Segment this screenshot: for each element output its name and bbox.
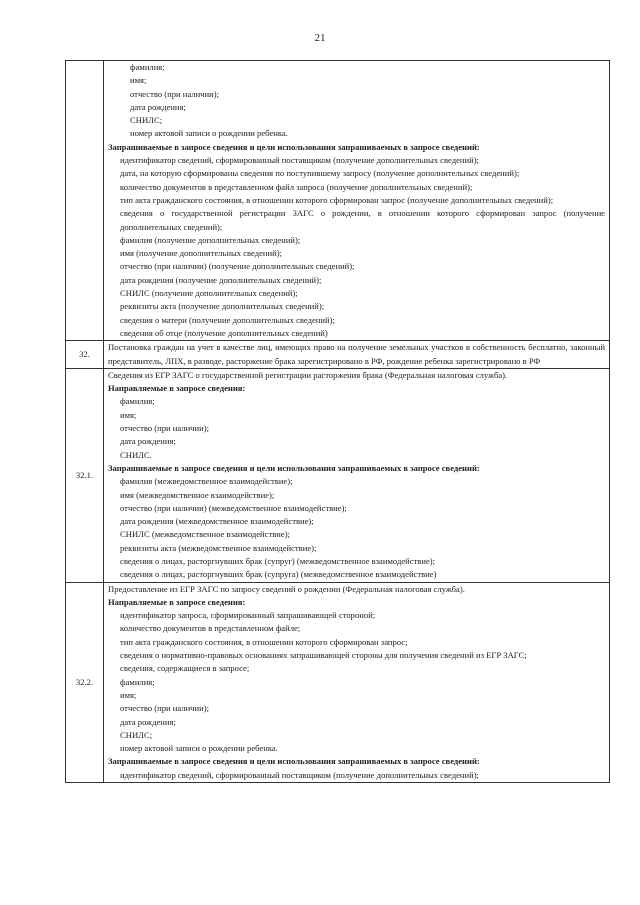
content-line: отчество (при наличии); [130, 88, 219, 99]
content-line: СНИЛС (межведомственное взаимодействие); [120, 529, 290, 540]
content-line: сведения о лицах, расторгнувших брак (супруга) (межведомственное взаимодействие) [120, 569, 437, 580]
content-line: фамилия; [120, 396, 155, 407]
content-line: имя (получение дополнительных сведений); [120, 248, 282, 259]
content-line: идентификатор сведений, сформированный поставщиком (получение дополнительных сведений); [120, 155, 479, 166]
content-line: дата рождения; [120, 436, 176, 447]
content-line: СНИЛС (получение дополнительных сведений); [120, 288, 298, 299]
item-content [104, 368, 610, 582]
content-line: дата рождения; [120, 716, 176, 727]
content-line: тип акта гражданского состояния, в отношении которого сформирован запрос; [120, 636, 408, 647]
table-row [66, 582, 610, 782]
content-line: сведения, содержащиеся в запросе; [120, 663, 250, 674]
content-line: Постановка граждан на учет в качестве лиц, имеющих право на получение земельных участков в собственность бесплатно, законный представитель, ЛПХ, в разводе, расторжение брака зарегистрировано в РФ, рождение ребенка зарегистрировано в РФ [108, 342, 605, 366]
content-line: номер актовой записи о рождении ребенка. [130, 128, 288, 139]
section-heading: Запрашиваемые в запросе сведения и цели использования запрашиваемых в запросе сведений: [108, 756, 480, 767]
content-line: отчество (при наличии) (межведомственное взаимодействие); [120, 502, 347, 513]
content-line: реквизиты акта (получение дополнительных сведений); [120, 301, 325, 312]
content-line: СНИЛС. [120, 449, 152, 460]
section-heading: Направляемые в запросе сведения: [108, 383, 246, 394]
content-line: отчество (при наличии); [120, 703, 209, 714]
table-row [66, 61, 610, 341]
content-line: сведения о лицах, расторгнувших брак (супруг) (межведомственное взаимодействие); [120, 555, 436, 566]
content-line: сведения об отце (получение дополнительных сведений) [120, 327, 328, 338]
item-content [104, 61, 610, 341]
requirements-table [65, 60, 610, 783]
content-line: имя; [120, 409, 137, 420]
content-line: количество документов в представленном файл запроса (получение дополнительных сведений); [120, 181, 473, 192]
table-row [66, 368, 610, 582]
item-number: 32.1. [66, 368, 104, 582]
content-line: сведения о нормативно-правовых основаниях запрашивающей стороны для получения сведений из ЕГР ЗАГС; [120, 650, 527, 661]
item-content [104, 341, 610, 369]
content-line: фамилия (получение дополнительных сведений); [120, 234, 301, 245]
content-line: номер актовой записи о рождении ребенка. [120, 743, 278, 754]
content-line: дата, на которую сформированы сведения по поступившему запросу (получение дополнительных сведений); [120, 168, 520, 179]
content-line: количество документов в представленном файле; [120, 623, 301, 634]
content-line: тип акта гражданского состояния, в отношении которого сформирован запрос (получение дополнительных сведений); [120, 194, 554, 205]
content-line: Предоставление из ЕГР ЗАГС по запросу сведений о рождении (Федеральная налоговая служба). [108, 583, 465, 594]
section-heading: Запрашиваемые в запросе сведения и цели использования запрашиваемых в запросе сведений: [108, 462, 480, 473]
content-line: дата рождения (получение дополнительных сведений); [120, 274, 322, 285]
content-line: сведения о государственной регистрации ЗАГС о рождении, в отношении которого сформирован запрос (получение дополнительных сведений); [120, 208, 605, 232]
item-number [66, 61, 104, 341]
content-line: СНИЛС; [120, 729, 153, 740]
content-line: имя; [130, 75, 147, 86]
content-line: отчество (при наличии); [120, 423, 209, 434]
section-heading: Направляемые в запросе сведения: [108, 596, 246, 607]
content-line: идентификатор запроса, сформированный запрашивающей стороной; [120, 610, 376, 621]
item-number: 32. [66, 341, 104, 369]
content-line: реквизиты акта (межведомственное взаимодействие); [120, 542, 317, 553]
item-number: 32.2. [66, 582, 104, 782]
table-row [66, 341, 610, 369]
content-line: отчество (при наличии) (получение дополнительных сведений); [120, 261, 355, 272]
content-line: СНИЛС; [130, 115, 163, 126]
content-line: Сведения из ЕГР ЗАГС о государственной регистрации расторжения брака (Федеральная налоговая служба). [108, 369, 508, 380]
content-line: сведения о матери (получение дополнительных сведений); [120, 314, 335, 325]
item-content [104, 582, 610, 782]
content-line: фамилия; [130, 62, 165, 72]
content-line: фамилия; [120, 676, 155, 687]
section-heading: Запрашиваемые в запросе сведения и цели использования запрашиваемых в запросе сведений: [108, 141, 480, 152]
content-line: идентификатор сведений, сформированный поставщиком (получение дополнительных сведений); [120, 769, 479, 780]
content-line: имя (межведомственное взаимодействие); [120, 489, 275, 500]
content-line: фамилия (межведомственное взаимодействие); [120, 476, 293, 487]
content-line: дата рождения; [130, 101, 186, 112]
content-line: дата рождения (межведомственное взаимодействие); [120, 516, 314, 527]
page-number: 21 [314, 32, 326, 44]
content-line: имя; [120, 689, 137, 700]
